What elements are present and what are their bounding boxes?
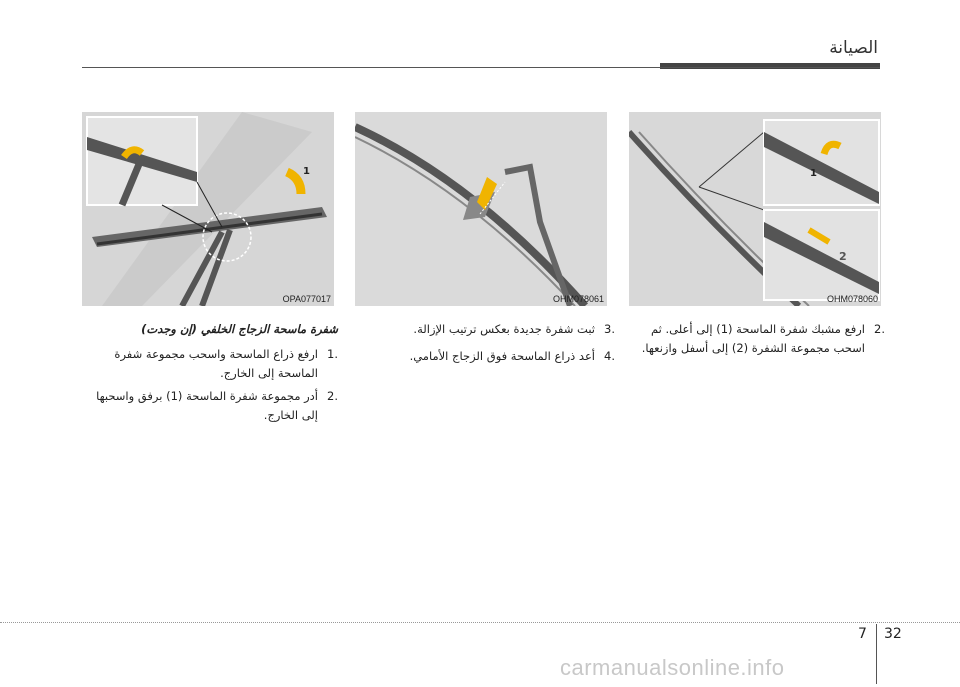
chapter-number: 7 <box>858 626 867 642</box>
callout-2: 2 <box>839 250 847 263</box>
page-number: 32 <box>884 626 902 642</box>
figure-code: OHM078060 <box>826 294 878 304</box>
step-number: .2 <box>327 389 338 403</box>
figure-blade-remove <box>629 112 881 306</box>
figure-code: OPA077017 <box>282 294 331 304</box>
column-left <box>78 320 338 425</box>
header-rule <box>82 67 880 68</box>
section-title: الصيانة <box>829 38 878 58</box>
callout-1: 1 <box>810 168 817 179</box>
step-number: .2 <box>874 322 885 336</box>
figure-code: OHM078061 <box>552 294 604 304</box>
rear-wiper-illustration <box>82 112 334 306</box>
figure-rear-wiper <box>82 112 334 306</box>
step-number: .4 <box>604 349 615 363</box>
step-4-return <box>355 347 615 366</box>
page-separator <box>876 624 877 684</box>
step-text: ثبت شفرة جديدة بعكس ترتيب الإزالة. <box>413 322 595 336</box>
blade-install-illustration <box>355 112 607 306</box>
step-number: .1 <box>327 347 338 361</box>
column-right <box>625 320 885 358</box>
step-2-rear <box>78 387 338 425</box>
step-1-rear <box>78 345 338 383</box>
rear-wiper-subtitle: شفرة ماسحة الزجاج الخلفي (إن وجدت) <box>141 322 338 336</box>
step-text: ارفع مشبك شفرة الماسحة (1) إلى أعلى. ثم اسحب مجموعة الشفرة (2) إلى أسفل وازنعها. <box>641 322 865 355</box>
step-number: .3 <box>604 322 615 336</box>
step-2-remove <box>625 320 885 358</box>
callout-1: 1 <box>303 166 310 177</box>
header-bar <box>660 63 880 69</box>
step-text: أدر مجموعة شفرة الماسحة (1) برفق واسحبها إلى الخارج. <box>96 389 318 422</box>
watermark: carmanualsonline.info <box>560 655 785 680</box>
blade-remove-illustration <box>629 112 881 306</box>
figure-blade-install <box>355 112 607 306</box>
step-3-install <box>355 320 615 339</box>
step-text: أعد ذراع الماسحة فوق الزجاج الأمامي. <box>409 349 595 363</box>
footer-rule <box>0 622 960 623</box>
step-text: ارفع ذراع الماسحة واسحب مجموعة شفرة الماسحة إلى الخارج. <box>114 347 318 380</box>
column-middle <box>355 320 615 366</box>
